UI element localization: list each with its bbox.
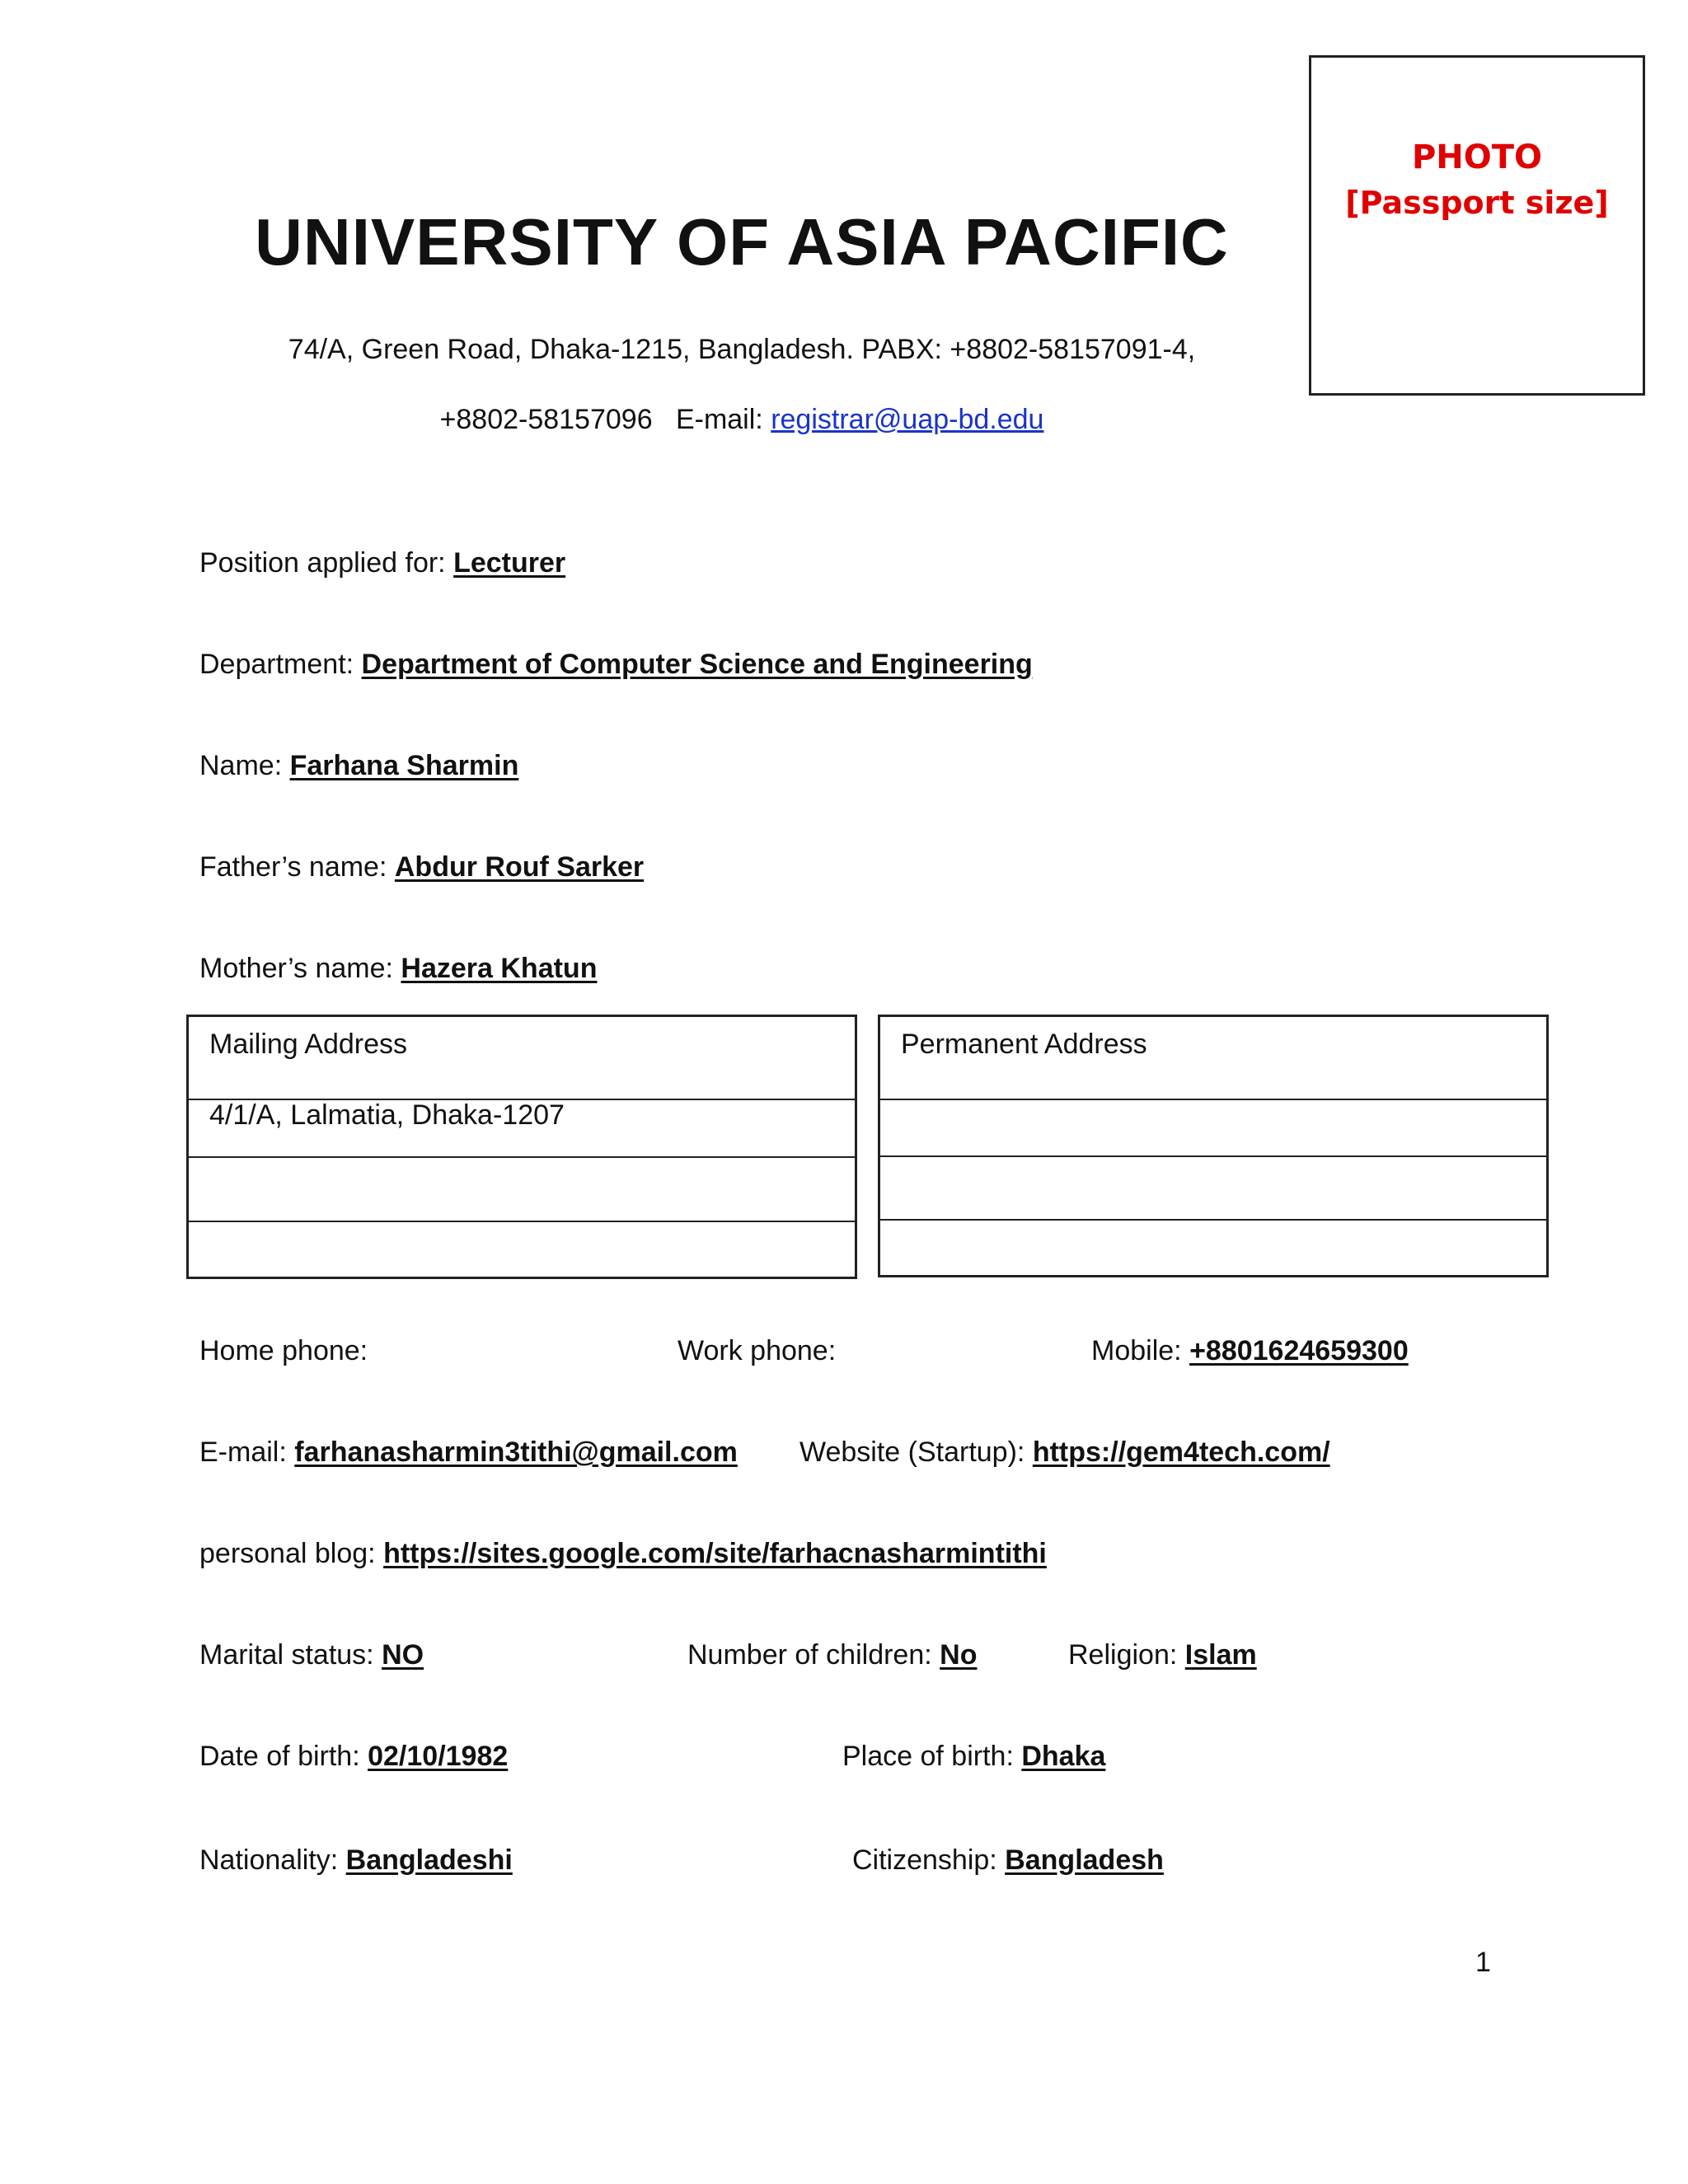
religion-label: Religion: xyxy=(1068,1639,1178,1671)
permanent-address-table xyxy=(878,1015,1549,1277)
registrar-email-link[interactable]: registrar@uap-bd.edu xyxy=(771,404,1044,435)
email-label: E-mail: xyxy=(199,1436,287,1468)
table-divider xyxy=(189,1156,855,1158)
email-field xyxy=(199,1436,738,1469)
position-label: Position applied for: xyxy=(199,547,446,579)
permanent-address-heading: Permanent Address xyxy=(901,1029,1147,1060)
photo-label: PHOTO xyxy=(1411,138,1543,176)
university-title: UNIVERSITY OF ASIA PACIFIC xyxy=(255,205,1229,279)
blog-label: personal blog: xyxy=(199,1538,376,1569)
phone-number: +8802-58157096 xyxy=(439,404,653,435)
name-value: Farhana Sharmin xyxy=(289,750,519,781)
address-line-1: 74/A, Green Road, Dhaka-1215, Bangladesh. PABX: +8802-58157091-4, xyxy=(288,334,1196,365)
mailing-address-table xyxy=(186,1015,857,1279)
nationality-value: Bangladeshi xyxy=(345,1844,513,1876)
page-number: 1 xyxy=(1475,1947,1491,1978)
religion-field xyxy=(1068,1639,1257,1671)
children-field xyxy=(687,1639,977,1671)
department-value: Department of Computer Science and Engineering xyxy=(361,649,1033,680)
marital-status-value: NO xyxy=(382,1639,424,1671)
name-field xyxy=(199,750,518,782)
mother-name-field xyxy=(199,953,597,985)
website-label: Website (Startup): xyxy=(799,1436,1025,1468)
home-phone-label: Home phone: xyxy=(199,1335,368,1366)
mailing-address-heading: Mailing Address xyxy=(209,1029,408,1060)
blog-field xyxy=(199,1538,1047,1570)
mobile-field xyxy=(1091,1335,1409,1367)
mother-name-value: Hazera Khatun xyxy=(401,953,598,984)
mobile-value: +8801624659300 xyxy=(1189,1335,1409,1366)
photo-size-label: [Passport size] xyxy=(1345,185,1609,221)
blog-link[interactable]: https://sites.google.com/site/farhacnasharmintithi xyxy=(383,1538,1047,1569)
position-value: Lecturer xyxy=(453,547,566,579)
children-value: No xyxy=(940,1639,978,1671)
table-divider xyxy=(880,1099,1546,1100)
email-label: E-mail: xyxy=(675,404,763,435)
position-field xyxy=(199,547,565,579)
nationality-label: Nationality: xyxy=(199,1844,339,1876)
home-phone-field xyxy=(199,1335,368,1367)
dob-value: 02/10/1982 xyxy=(368,1741,509,1772)
mailing-address-line-1: 4/1/A, Lalmatia, Dhaka-1207 xyxy=(209,1099,565,1131)
email-value[interactable]: farhanasharmin3tithi@gmail.com xyxy=(294,1436,738,1468)
photo-placeholder xyxy=(1309,55,1645,396)
children-label: Number of children: xyxy=(687,1639,932,1671)
pob-value: Dhaka xyxy=(1021,1741,1106,1772)
marital-status-label: Marital status: xyxy=(199,1639,374,1671)
mobile-label: Mobile: xyxy=(1091,1335,1182,1366)
table-divider xyxy=(880,1155,1546,1157)
mother-name-label: Mother’s name: xyxy=(199,953,393,984)
pob-field xyxy=(842,1741,1105,1773)
father-name-field xyxy=(199,851,644,883)
website-link[interactable]: https://gem4tech.com/ xyxy=(1032,1436,1330,1468)
website-field xyxy=(799,1436,1330,1469)
citizenship-field xyxy=(852,1844,1164,1877)
work-phone-label: Work phone: xyxy=(678,1335,837,1366)
address-line-2 xyxy=(0,404,1484,436)
table-divider xyxy=(189,1221,855,1222)
nationality-field xyxy=(199,1844,513,1877)
dob-field xyxy=(199,1741,508,1773)
religion-value: Islam xyxy=(1184,1639,1257,1671)
pob-label: Place of birth: xyxy=(842,1741,1014,1772)
father-name-value: Abdur Rouf Sarker xyxy=(394,851,645,883)
father-name-label: Father’s name: xyxy=(199,851,387,883)
department-field xyxy=(199,649,1033,681)
citizenship-value: Bangladesh xyxy=(1005,1844,1164,1876)
department-label: Department: xyxy=(199,649,354,680)
citizenship-label: Citizenship: xyxy=(852,1844,997,1876)
dob-label: Date of birth: xyxy=(199,1741,360,1772)
name-label: Name: xyxy=(199,750,283,781)
table-divider xyxy=(880,1219,1546,1221)
work-phone-field xyxy=(678,1335,836,1367)
marital-status-field xyxy=(199,1639,424,1671)
